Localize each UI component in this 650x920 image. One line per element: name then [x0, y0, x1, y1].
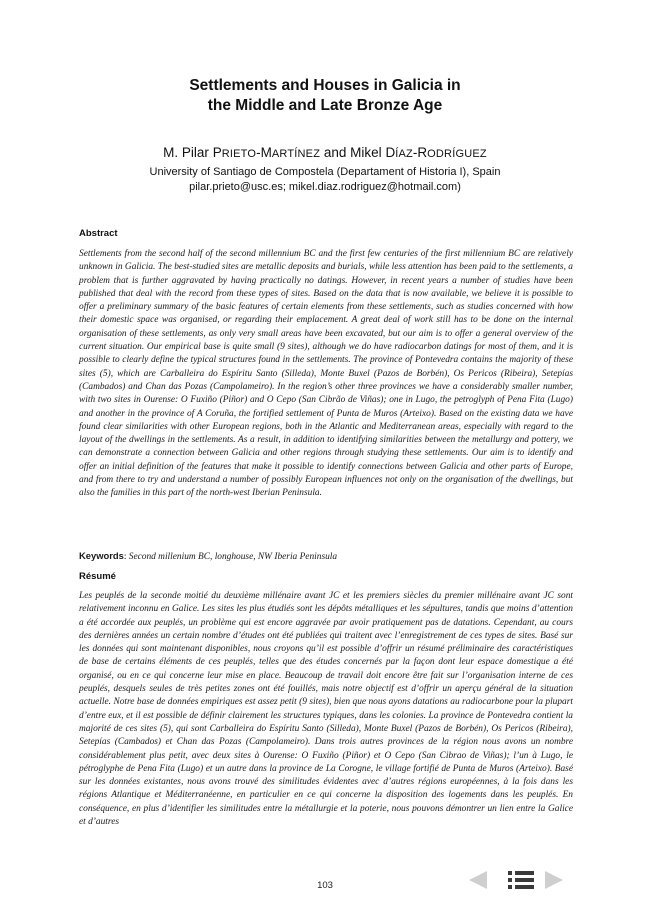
next-arrow-icon[interactable]: [543, 868, 565, 892]
keywords-value: Second millenium BC, longhouse, NW Iberia Peninsula: [128, 552, 338, 562]
author2-first: Mikel: [350, 145, 386, 160]
title-line-1: Settlements and Houses in Galicia in: [189, 77, 461, 94]
paper-title: [0, 76, 650, 116]
affiliation: University of Santiago de Compostela (Departament of Historia I), Spain: [149, 166, 501, 178]
author1-rest2: ARTÍNEZ: [271, 148, 321, 160]
resume-text: Les peuplés de la seconde moitié du deuxième millénaire avant JC et les premiers siècles du premier millénaire avant JC sont relativement inconnu en Galice. Les sites les plus étudiés sont les dépôts métalliques et les sépultures, tandis que moins d’attention a été accordée aux peuplés, un problème qui est encore aggravée par avoir pratiquement pas de datations. Cependant, au cours des dernières années un certain nombre d’études ont été publiées qui traitent avec l’enregistrement de ces types de sites. Basé sur les données qui sont maintenant disponibles, nous croyons qu’il est possible d’offrir un résumé préliminaire des caractéristiques de base de certains éléments de ces peuplés, telles que des études concernés par la façon dont leur espace domestique a été organisé, ou en ce qui concerne leur mise en place. Beaucoup de travail doit encore être fait sur l’organisation interne de ces peuplés, desquels seules de très petites zones ont été fouillés, mais notre objectif est d’offrir un aperçu général de la situation actuelle. Notre base de données empiriques est assez petit (9 sites), bien que nous ayons datations au radiocarbone pour la plupart d’entre eux, et il est possible de définir clairement les structures typiques, dans les colonies. La province de Pontevedra contient la majorité de ces sites (5), qui sont Carballeira do Espíritu Santo (Silleda), Monte Buxel (Pazos de Borbén), Os Pericos (Ribeira), Setepías (Cambados) et Chan das Pozas (Campolameiro). Dans trois autres provinces de la région nous avons un nombre considérablement plus petit, avec deux sites à Ourense: O Fuxiño (Piñor) et O Cepo (San Cibrao de Viñas); l’un à Lugo, le pétroglyphe de Pena Fita (Lugo) et un autre dans la province de La Corogne, le village fortifié de Punta de Muros (Arteixo). Basé sur les données existantes, nous avons trouvé des similitudes évidentes avec d’autres régions européennes, à la fois dans les régions Atlantique et Méditerranéenne, en particulier en ce qui concerne la disposition des logements dans les peuplés. En conséquence, en plus d’identifier les similitudes entre la métallurgie et la poterie, nous pouvons démontrer un lien entre la Galice et d’autres: [79, 591, 573, 828]
author1-cap2: M: [260, 145, 272, 160]
keywords-separator: :: [123, 552, 129, 562]
author2-cap1: D: [385, 145, 396, 160]
prev-arrow-icon[interactable]: [467, 868, 489, 892]
author1-cap1: P: [212, 145, 222, 160]
keywords: [79, 550, 573, 562]
author2-rest2: ODRÍGUEZ: [427, 148, 487, 160]
authors: [0, 145, 650, 160]
author1-rest1: RIETO: [221, 148, 257, 160]
author2-rest1: ÍAZ: [395, 148, 413, 160]
keywords-label: Keywords: [79, 550, 124, 561]
authors-and: and: [320, 145, 351, 160]
resume-heading: Résumé: [79, 571, 116, 582]
author1-hyphen: -: [256, 145, 261, 160]
title-line-2: the Middle and Late Bronze Age: [207, 97, 443, 114]
author2-cap2: R: [417, 145, 428, 160]
author-emails: pilar.prieto@usc.es; mikel.diaz.rodriguez@hotmail.com): [189, 181, 461, 193]
abstract-text: Settlements from the second half of the second millennium BC and the first few centuries of the first millennium BC are relatively unknown in Galicia. The best-studied sites are metallic deposits and burials, while less attention has been paid to the settlements, a problem that is further aggravated by having practically no datings. However, in recent years a number of studies have been published that deal with the record from these types of sites. Based on the data that is now available, we believe it is possible to offer a preliminary summary of the basic features of certain elements from these settlements, such as studies concerned with how their domestic space was organised, or regarding their emplacement. A great deal of work still has to be done on the internal organisation of these settlements, as only very small areas have been excavated, but our aim is to offer a general overview of the current situation. Our empirical base is quite small (9 sites), although we do have radiocarbon datings for most of them, and it is possible to clearly define the typical structures found in the settlements. The province of Pontevedra contains the majority of these sites (5), which are Carballeira do Espíritu Santo (Silleda), Monte Buxel (Pazos de Borbén), Os Pericos (Ribeira), Setepías (Cambados) and Chan das Pozas (Campolameiro). In the region’s other three provinces we have a considerably smaller number, with two sites in Ourense: O Fuxiño (Piñor) and O Cepo (San Cibrão de Viñas); one in Lugo, the petroglyph of Pena Fita (Lugo) and another in the province of A Coruña, the fortified settlement of Punta de Muros (Arteixo). Based on the existing data we have found clear similarities with other European regions, both in the Atlantic and Mediterranean areas, especially with regard to the layout of the dwellings in the settlements. As a result, in addition to identifying similarities between the metallurgy and pottery, we can demonstrate a connection between Galicia and other regions through studying these settlements. Our aim is to identify and offer an initial definition of the features that make it possible to identify connections between Galicia and other parts of Europe, and from there to try and understand a number of possibly European influences not only on the organisation of the dwellings, but also the families in this part of the north-west Iberian Peninsula.: [79, 249, 573, 499]
abstract-heading: Abstract: [79, 228, 118, 239]
author1-first: M. Pilar: [163, 145, 213, 160]
page-navigation: [467, 868, 577, 892]
affiliation-block: [0, 165, 650, 195]
author2-hyphen: -: [412, 145, 418, 160]
list-menu-icon[interactable]: [507, 868, 535, 892]
page-number: 103: [317, 880, 333, 891]
